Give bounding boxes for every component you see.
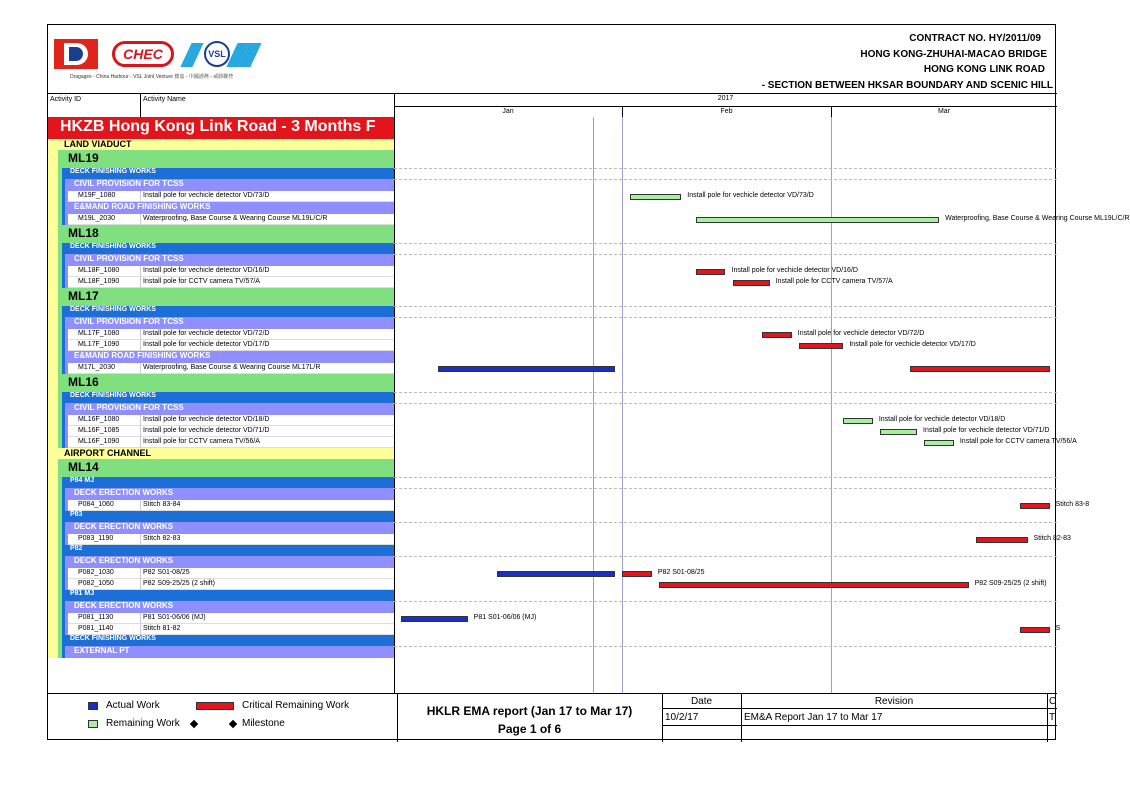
wbs2-heading: CIVIL PROVISION FOR TCSS	[74, 317, 184, 326]
gantt-bar-label: P82 S09-25/25 (2 shift)	[974, 580, 1047, 587]
section-heading: ML19	[68, 151, 99, 165]
activity-name: Waterproofing, Base Course & Wearing Course ML19L/C/R	[143, 215, 328, 222]
activity-name: Install pole for CCTV camera TV/56/A	[143, 438, 260, 445]
wbs1-heading: DECK FINISHING WORKS	[70, 306, 156, 313]
wbs1-heading-row	[48, 243, 394, 254]
chart-gridline	[394, 477, 1057, 478]
gantt-bar-label: Install pole for vechicle detector VD/72/D	[797, 330, 925, 337]
activity-row	[48, 500, 394, 511]
activity-row	[48, 613, 394, 624]
activity-id: ML17F_1090	[78, 341, 120, 348]
contractor-logos	[52, 39, 257, 83]
activity-id: P084_1060	[78, 501, 114, 508]
project-title: HKZB Hong Kong Link Road - 3 Months F	[60, 118, 376, 135]
wbs2-heading: CIVIL PROVISION FOR TCSS	[74, 179, 184, 188]
activity-id: ML16F_1090	[78, 438, 120, 445]
area-heading: LAND VIADUCT	[64, 139, 132, 149]
wbs2-heading-row	[48, 179, 394, 191]
dragages-logo	[54, 39, 98, 69]
wbs2-heading: DECK ERECTION WORKS	[74, 488, 174, 497]
chart-gridline	[394, 243, 1057, 244]
gantt-bar-label: Install pole for vechicle detector VD/73/D	[687, 192, 814, 199]
gantt-bar-label: Install pole for vechicle detector VD/18/D	[878, 416, 1006, 423]
critical-work-swatch	[196, 702, 234, 710]
activity-row	[48, 329, 394, 340]
wbs2-heading-row	[48, 601, 394, 613]
activity-name: Stitch 81-82	[143, 625, 181, 632]
wbs1-heading-row	[48, 590, 394, 601]
chart-gridline	[394, 254, 1057, 255]
activity-name: Install pole for vechicle detector VD/17/D	[143, 341, 270, 348]
year-header: 2017	[717, 95, 734, 102]
activity-name: Install pole for vechicle detector VD/71/D	[143, 427, 270, 434]
activity-name: P81 S01-06/06 (MJ)	[143, 614, 206, 621]
gantt-bar-crit	[799, 343, 843, 349]
activity-row	[48, 415, 394, 426]
chec-logo: CHEC	[112, 41, 174, 67]
gantt-bar-crit	[622, 571, 651, 577]
revision-header: Revision	[874, 696, 914, 707]
revision-extra: T	[1049, 712, 1056, 723]
legend-critical: Critical Remaining Work	[242, 700, 350, 711]
chart-gridline	[394, 488, 1057, 489]
wbs2-heading: DECK ERECTION WORKS	[74, 601, 174, 610]
vsl-logo: VSL	[182, 39, 252, 69]
area-heading-row	[48, 139, 394, 150]
project-subname: HONG KONG LINK ROAD	[923, 64, 1045, 75]
wbs1-heading-row	[48, 168, 394, 179]
revision-text: EM&A Report Jan 17 to Mar 17	[744, 712, 883, 723]
gantt-bar-crit	[696, 269, 725, 275]
section-heading: ML18	[68, 226, 99, 240]
wbs1-heading-row	[48, 511, 394, 522]
gantt-bar-rem	[696, 217, 939, 223]
section-heading-row	[48, 288, 394, 306]
area-heading: AIRPORT CHANNEL	[64, 448, 151, 458]
activity-id: M19F_1080	[78, 192, 116, 199]
gantt-bar-label: Stitch 82-83	[1033, 535, 1071, 542]
wbs2-heading-row	[48, 351, 394, 363]
wbs1-heading: P82	[70, 545, 83, 552]
gantt-bar-crit	[910, 366, 1050, 372]
section-heading: ML14	[68, 460, 99, 474]
gantt-bar-act	[401, 616, 467, 622]
milestone-diamond-icon	[229, 720, 237, 728]
activity-name: Install pole for vechicle detector VD/16/D	[143, 267, 270, 274]
activity-id: ML18F_1080	[78, 267, 120, 274]
wbs1-heading-row	[48, 545, 394, 556]
gantt-bar-crit	[1020, 503, 1049, 509]
activity-name: Install pole for vechicle detector VD/72/D	[143, 330, 270, 337]
joint-venture-caption: Dragages - China Harbour - VSL Joint Venture 寶嘉 - 中國港灣 - 威勝聯營	[70, 74, 234, 80]
activity-row	[48, 624, 394, 635]
gantt-bar-label: Install pole for vechicle detector VD/16/D	[731, 267, 858, 274]
activity-name: P82 S09-25/25 (2 shift)	[143, 580, 215, 587]
activity-name: Install pole for vechicle detector VD/73/D	[143, 192, 270, 199]
wbs2-heading: E&MAND ROAD FINISHING WORKS	[74, 202, 211, 211]
wbs1-heading: DECK FINISHING WORKS	[70, 392, 156, 399]
wbs1-heading: DECK FINISHING WORKS	[70, 243, 156, 250]
gantt-bar-act	[438, 366, 615, 372]
activity-name: Stitch 83-84	[143, 501, 181, 508]
section-heading-row	[48, 150, 394, 168]
legend-actual: Actual Work	[106, 700, 160, 711]
activity-id: M17L_2030	[78, 364, 115, 371]
activity-id: ML16F_1080	[78, 416, 120, 423]
gantt-bar-rem	[924, 440, 953, 446]
activity-id: ML17F_1080	[78, 330, 120, 337]
activity-id: P081_1130	[78, 614, 114, 621]
extra-header: C	[1049, 696, 1057, 707]
chart-gridline	[394, 522, 1057, 523]
gantt-bar-crit	[976, 537, 1028, 543]
activity-row	[48, 534, 394, 545]
gantt-bar-label: S	[1055, 625, 1061, 632]
gantt-bar-crit	[762, 332, 791, 338]
wbs2-heading-row	[48, 646, 394, 658]
wbs1-heading-row	[48, 477, 394, 488]
activity-name-header: Activity Name	[143, 96, 186, 103]
wbs2-heading-row	[48, 488, 394, 500]
chart-gridline	[394, 317, 1057, 318]
gantt-bar-label: Waterproofing, Base Course & Wearing Course ML19L/C/R	[945, 215, 1130, 222]
activity-row	[48, 340, 394, 351]
wbs2-heading: EXTERNAL PT	[74, 646, 130, 655]
wbs1-heading-row	[48, 635, 394, 646]
activity-row	[48, 363, 394, 374]
contract-number: CONTRACT NO. HY/2011/09	[909, 33, 1041, 44]
activity-row	[48, 579, 394, 590]
wbs1-heading: DECK FINISHING WORKS	[70, 635, 156, 642]
gantt-bar-label: Install pole for CCTV camera TV/57/A	[775, 278, 893, 285]
activity-id: P082_1050	[78, 580, 114, 587]
gantt-bar-label: P81 S01-06/06 (MJ)	[473, 614, 537, 621]
activity-row	[48, 568, 394, 579]
activity-id: P083_1190	[78, 535, 114, 542]
report-title: HKLR EMA report (Jan 17 to Mar 17)	[426, 704, 633, 718]
gantt-bar-label: P82 S01-08/25	[657, 569, 705, 576]
wbs2-heading: DECK ERECTION WORKS	[74, 522, 174, 531]
activity-row	[48, 277, 394, 288]
wbs2-heading-row	[48, 317, 394, 329]
wbs2-heading-row	[48, 522, 394, 534]
section-heading-row	[48, 459, 394, 477]
remaining-work-swatch	[88, 720, 98, 728]
section-heading-row	[48, 225, 394, 243]
month-feb: Feb	[720, 108, 733, 115]
chart-gridline	[394, 168, 1057, 169]
wbs2-heading-row	[48, 556, 394, 568]
section-heading: ML16	[68, 375, 99, 389]
activity-row	[48, 191, 394, 202]
wbs2-heading-row	[48, 202, 394, 214]
activity-name: P82 S01-08/25	[143, 569, 190, 576]
gantt-bar-label: Install pole for vechicle detector VD/17/D	[849, 341, 976, 348]
date-header: Date	[690, 696, 713, 707]
actual-work-swatch	[88, 702, 98, 710]
gantt-bar-label: Install pole for vechicle detector VD/71/D	[923, 427, 1050, 434]
section-heading-row	[48, 374, 394, 392]
wbs1-heading: DECK FINISHING WORKS	[70, 168, 156, 175]
gantt-bar-rem	[630, 194, 682, 200]
chart-gridline	[394, 403, 1057, 404]
month-jan: Jan	[502, 108, 514, 115]
activity-id: P082_1030	[78, 569, 114, 576]
gantt-bar-label: Install pole for CCTV camera TV/56/A	[959, 438, 1077, 445]
activity-id: M19L_2030	[78, 215, 115, 222]
milestone-diamond-icon	[190, 720, 198, 728]
chart-gridline	[394, 392, 1057, 393]
schedule-page	[47, 24, 1130, 740]
wbs1-heading-row	[48, 392, 394, 403]
gantt-bar-rem	[880, 429, 917, 435]
chart-gridline	[394, 556, 1057, 557]
activity-row	[48, 426, 394, 437]
project-name: HONG KONG-ZHUHAI-MACAO BRIDGE	[860, 49, 1047, 60]
wbs2-heading-row	[48, 254, 394, 266]
chart-gridline	[394, 179, 1057, 180]
legend-remaining: Remaining Work	[106, 718, 180, 729]
gantt-bar-act	[497, 571, 615, 577]
gantt-bar-label: Stitch 83-8	[1055, 501, 1090, 508]
wbs2-heading: E&MAND ROAD FINISHING WORKS	[74, 351, 211, 360]
activity-row	[48, 266, 394, 277]
activity-id: ML16F_1085	[78, 427, 120, 434]
wbs1-heading: P83	[70, 511, 83, 518]
activity-id-header: Activity ID	[50, 96, 82, 103]
revision-date: 10/2/17	[665, 712, 699, 723]
activity-row	[48, 437, 394, 448]
area-heading-row	[48, 448, 394, 459]
chart-gridline	[394, 601, 1057, 602]
gantt-bar-crit	[1020, 627, 1049, 633]
activity-name: Waterproofing, Base Course & Wearing Course ML17L/R	[143, 364, 321, 371]
gantt-bar-rem	[843, 418, 872, 424]
activity-name: Install pole for vechicle detector VD/18/D	[143, 416, 270, 423]
project-section: - SECTION BETWEEN HKSAR BOUNDARY AND SCENIC HILL	[761, 80, 1053, 91]
column-headings	[48, 93, 1057, 118]
gantt-bar-crit	[733, 280, 770, 286]
section-heading: ML17	[68, 289, 99, 303]
activity-id: ML18F_1090	[78, 278, 120, 285]
activity-id: P081_1140	[78, 625, 114, 632]
gantt-bar-crit	[659, 582, 968, 588]
wbs2-heading-row	[48, 403, 394, 415]
page-number: Page 1 of 6	[497, 722, 562, 736]
footer	[48, 693, 1057, 742]
wbs1-heading: P81 MJ	[70, 590, 95, 597]
activity-name: Install pole for CCTV camera TV/57/A	[143, 278, 260, 285]
activity-row	[48, 214, 394, 225]
chart-gridline	[394, 306, 1057, 307]
month-mar: Mar	[937, 108, 951, 115]
wbs1-heading-row	[48, 306, 394, 317]
wbs2-heading: DECK ERECTION WORKS	[74, 556, 174, 565]
wbs2-heading: CIVIL PROVISION FOR TCSS	[74, 254, 184, 263]
wbs2-heading: CIVIL PROVISION FOR TCSS	[74, 403, 184, 412]
wbs1-heading: P84 MJ	[70, 477, 95, 484]
activity-name: Stitch 82-83	[143, 535, 181, 542]
project-title-bar	[48, 117, 394, 139]
chart-gridline	[394, 646, 1057, 647]
legend-milestone: Milestone	[242, 718, 285, 729]
